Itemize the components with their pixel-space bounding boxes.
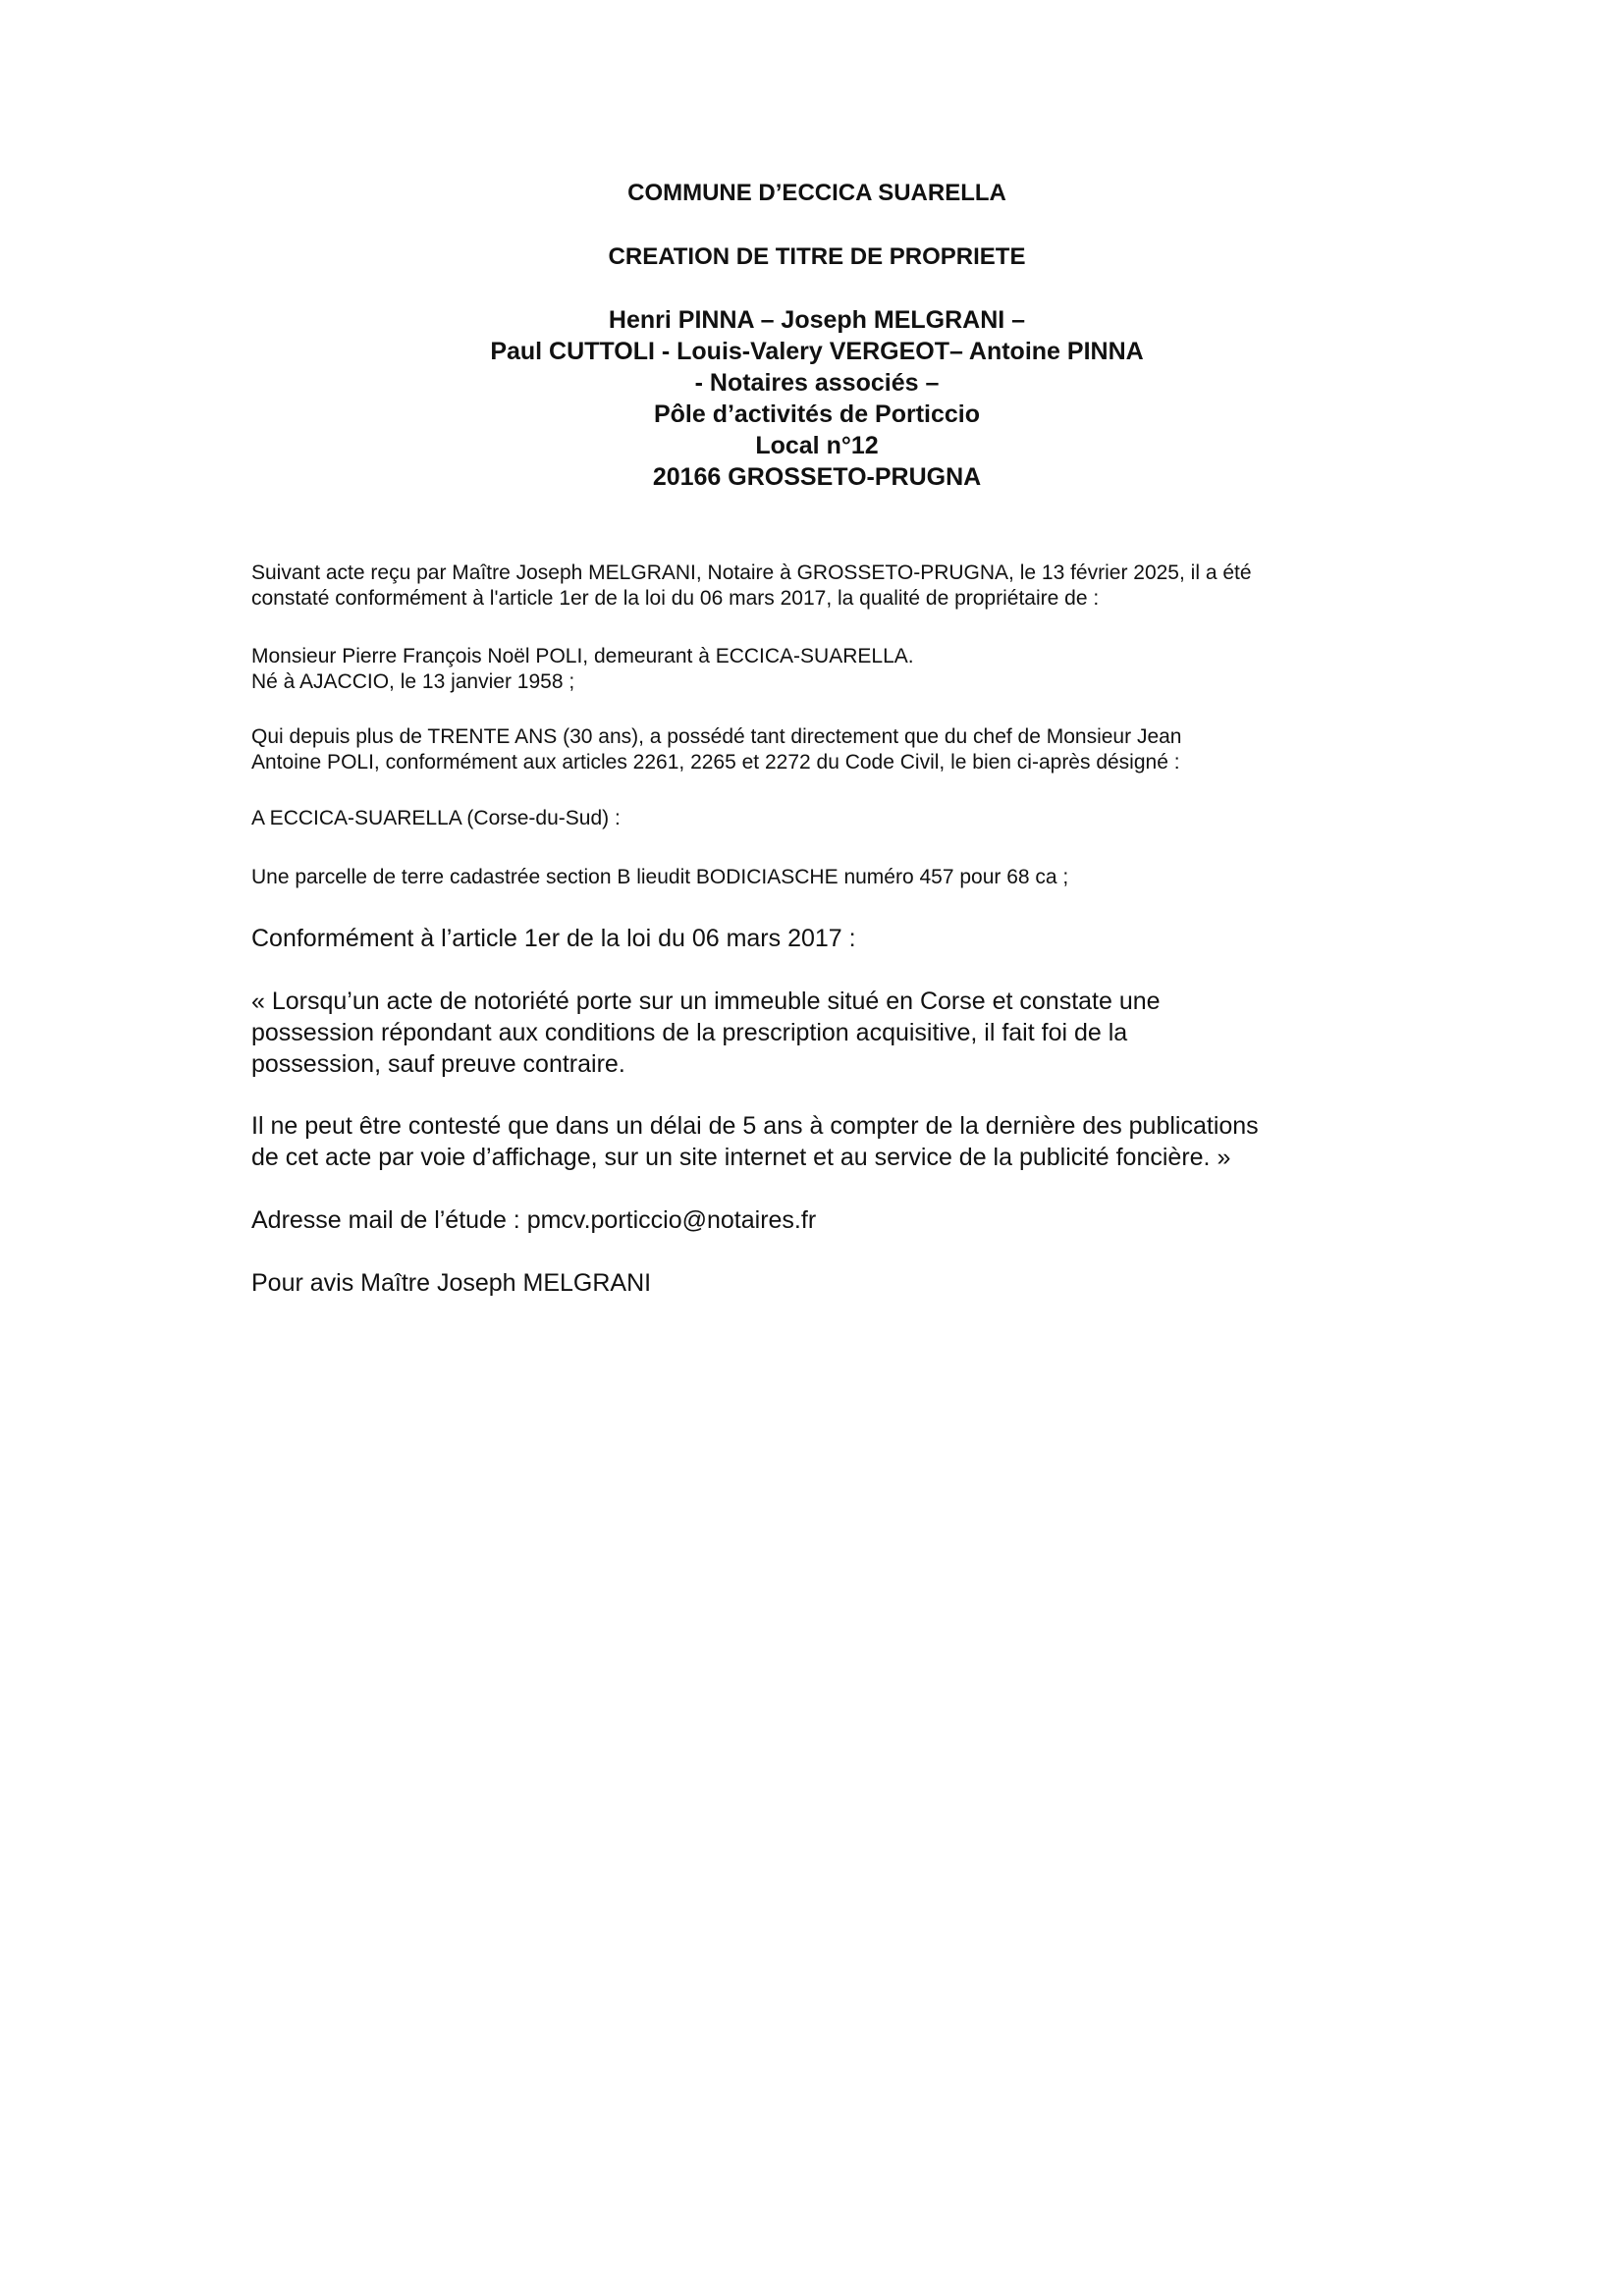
signature-line: Pour avis Maître Joseph MELGRANI xyxy=(251,1269,652,1297)
law-quote-1-line-2: possession répondant aux conditions de la prescription acquisitive, il fait foi de la xyxy=(251,1019,1128,1046)
office-line-postal-city: 20166 GROSSETO-PRUGNA xyxy=(652,463,982,491)
parcel-description: Une parcelle de terre cadastrée section B lieudit BODICIASCHE numéro 457 pour 68 ca ; xyxy=(251,866,1069,888)
possession-line-2: Antoine POLI, conformément aux articles 2261, 2265 et 2272 du Code Civil, le bien ci-après désigné : xyxy=(251,751,1180,774)
law-quote-2-line-1: Il ne peut être contesté que dans un délai de 5 ans à compter de la dernière des publications xyxy=(251,1112,1259,1140)
owner-paragraph xyxy=(251,644,1390,695)
deed-notice-line-1: Suivant acte reçu par Maître Joseph MELGRANI, Notaire à GROSSETO-PRUGNA, le 13 février 2025, il a été xyxy=(251,561,1252,584)
property-location: A ECCICA-SUARELLA (Corse-du-Sud) : xyxy=(251,807,621,829)
deed-notice-paragraph xyxy=(251,561,1390,612)
office-line-partners-2: Paul CUTTOLI - Louis-Valery VERGEOT– Antoine PINNA xyxy=(490,338,1144,365)
document-title: CREATION DE TITRE DE PROPRIETE xyxy=(608,243,1026,270)
possession-line-1: Qui depuis plus de TRENTE ANS (30 ans), a possédé tant directement que du chef de Monsieur Jean xyxy=(251,725,1182,748)
law-quote-2-line-2: de cet acte par voie d’affichage, sur un site internet et au service de la publicité foncière. » xyxy=(251,1144,1231,1171)
office-line-address-2: Local n°12 xyxy=(755,432,879,459)
owner-name-line: Monsieur Pierre François Noël POLI, demeurant à ECCICA-SUARELLA. xyxy=(251,645,914,667)
office-email-line: Adresse mail de l’étude : pmcv.porticcio@notaires.fr xyxy=(251,1206,817,1234)
law-reference: Conformément à l’article 1er de la loi du 06 mars 2017 : xyxy=(251,925,856,952)
commune-title: COMMUNE D’ECCICA SUARELLA xyxy=(627,180,1006,206)
law-quote-1-line-1: « Lorsqu’un acte de notoriété porte sur un immeuble situé en Corse et constate une xyxy=(251,988,1161,1015)
office-line-partners-1: Henri PINNA – Joseph MELGRANI – xyxy=(608,306,1026,334)
law-quote-paragraph-1 xyxy=(251,986,1390,1080)
law-quote-paragraph-2 xyxy=(251,1110,1390,1173)
deed-notice-line-2: constaté conformément à l'article 1er de la loi du 06 mars 2017, la qualité de propriétaire de : xyxy=(251,587,1100,610)
law-quote-1-line-3: possession, sauf preuve contraire. xyxy=(251,1050,625,1078)
office-line-role: - Notaires associés – xyxy=(694,369,940,397)
owner-birth-line: Né à AJACCIO, le 13 janvier 1958 ; xyxy=(251,670,575,693)
office-line-address-1: Pôle d’activités de Porticcio xyxy=(653,400,981,428)
notary-office-block xyxy=(0,304,1624,493)
possession-paragraph xyxy=(251,724,1390,775)
